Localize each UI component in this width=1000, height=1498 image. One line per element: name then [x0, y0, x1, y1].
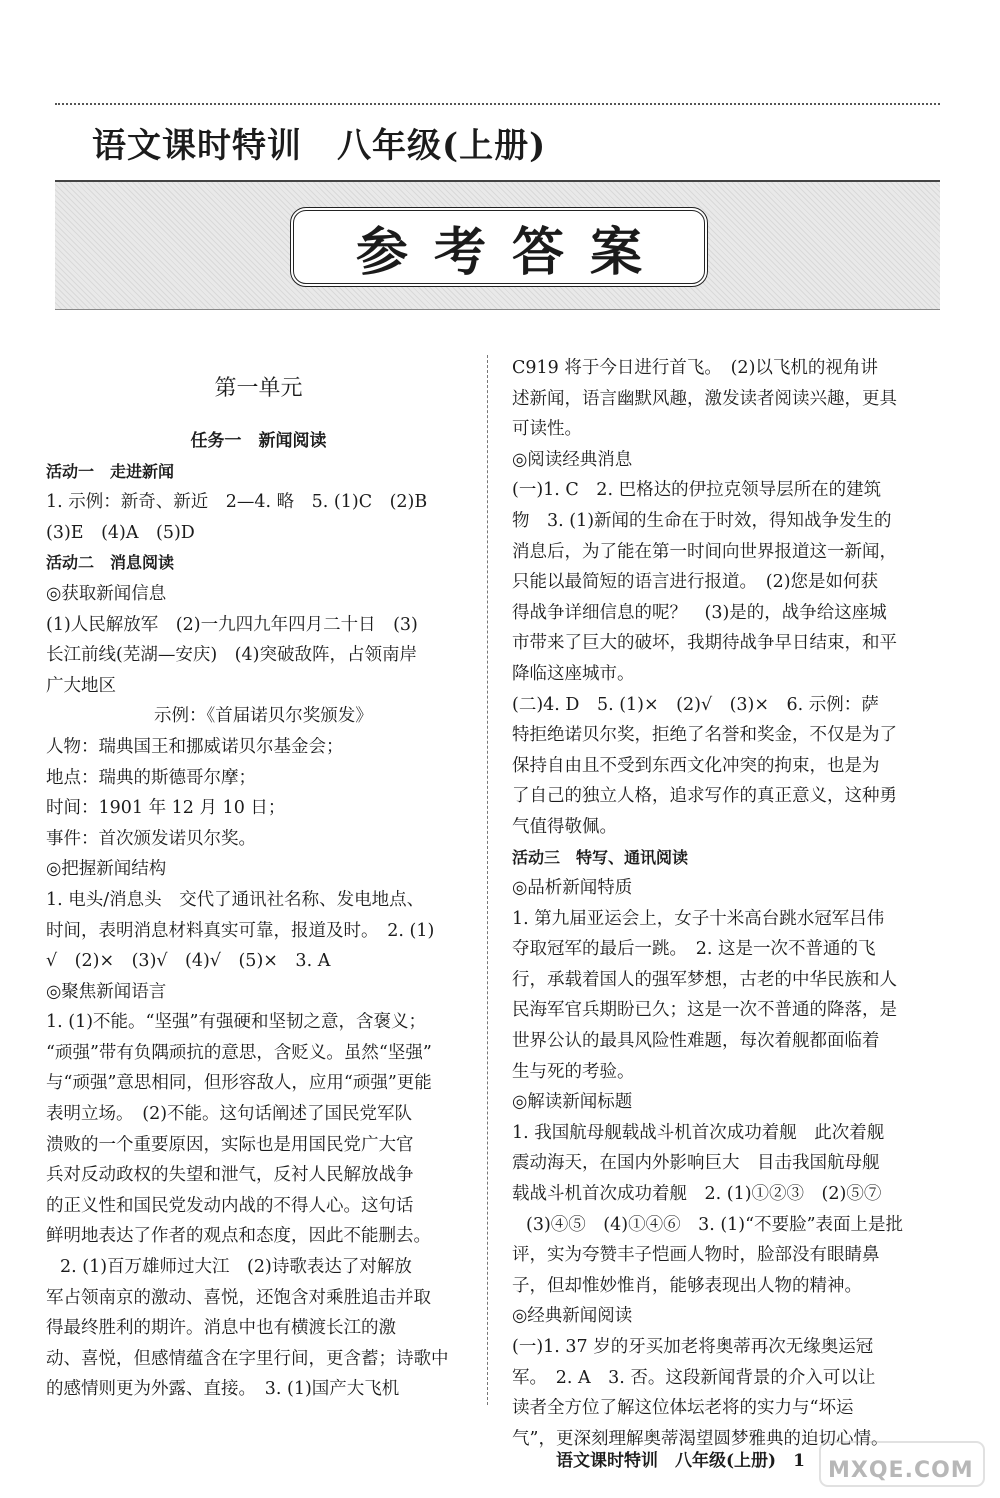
text-line: (3)E (4)A (5)D — [46, 522, 195, 543]
text-line: 子，但却惟妙惟肖，能够表现出人物的精神。 — [512, 1275, 862, 1296]
text-line: 述新闻，语言幽默风趣，激发读者阅读兴趣，更具 — [512, 388, 897, 409]
text-line: 长江前线(芜湖—安庆) (4)突破敌阵，占领南岸 — [46, 645, 417, 666]
text-line: 1. 第九届亚运会上，女子十米高台跳水冠军吕伟 — [512, 908, 885, 929]
text-line: 广大地区 — [46, 675, 116, 696]
activity-heading: 活动一 走进新闻 — [46, 461, 175, 481]
task-heading: 任务一 新闻阅读 — [190, 431, 327, 451]
text-line: 鲜明地表达了作者的观点和态度，因此不能删去。 — [46, 1226, 431, 1247]
text-line: 夺取冠军的最后一跳。 2. 这是一次不普通的飞 — [512, 939, 876, 960]
text-line: 消息后，为了能在第一时间向世界报道这一新闻， — [512, 541, 897, 562]
text-line: 保持自由且不受到东西文化冲突的拘束，也是为 — [512, 755, 880, 776]
top-dotted-rule — [55, 103, 940, 105]
section-heading: ◎经典新闻阅读 — [512, 1306, 633, 1327]
text-line: (3)④⑤ (4)①④⑥ 3. (1)“不要脸”表面上是批 — [526, 1214, 904, 1235]
unit-heading: 第一单元 — [214, 376, 303, 401]
section-heading: ◎解读新闻标题 — [512, 1092, 633, 1113]
watermark-text: MXQE.COM — [828, 1458, 974, 1483]
text-line: 时间，表明消息材料真实可靠，报道及时。 2. (1) — [46, 920, 435, 941]
right-column — [512, 353, 932, 1454]
text-line: 特拒绝诺贝尔奖，拒绝了名誉和奖金，不仅是为了 — [512, 725, 897, 746]
activity-heading: 活动二 消息阅读 — [46, 553, 175, 573]
text-line: (一)1. 37 岁的牙买加老将奥蒂再次无缘奥运冠 — [512, 1337, 874, 1357]
answer-title-frame — [290, 207, 708, 287]
section-heading: ◎聚焦新闻语言 — [46, 981, 167, 1002]
text-line: 1. 我国航母舰载战斗机首次成功着舰 此次着舰 — [512, 1122, 885, 1143]
text-line: 得战争详细信息的呢？ (3)是的，战争给这座城 — [512, 602, 887, 623]
text-line: 2. (1)百万雄师过大江 (2)诗歌表达了对解放 — [60, 1257, 412, 1278]
text-line: “顽强”带有负隅顽抗的意思，含贬义。虽然“坚强” — [46, 1042, 432, 1063]
text-line: 读者全方位了解这位体坛老将的实力与“坏运 — [512, 1398, 854, 1419]
text-line: √ (2)× (3)√ (4)√ (5)× 3. A — [46, 951, 331, 972]
text-line: 降临这座城市。 — [512, 663, 635, 684]
text-line: 人物：瑞典国王和挪威诺贝尔基金会； — [46, 736, 344, 757]
text-line: 了自己的独立人格，追求写作的真正意义，这种勇 — [512, 786, 897, 807]
text-line: 评，实为夸赞丰子恺画人物时，脸部没有眼睛鼻 — [512, 1245, 880, 1266]
text-line: (1)人民解放军 (2)一九四九年四月二十日 (3) — [46, 614, 418, 635]
answer-title: 参考答案 — [355, 222, 668, 283]
section-heading: ◎获取新闻信息 — [46, 583, 167, 604]
running-footer: 语文课时特训 八年级(上册) 1 — [556, 1451, 805, 1471]
text-line: 得最终胜利的期许。消息中也有横渡长江的激 — [46, 1318, 396, 1339]
text-line: 载战斗机首次成功着舰 2. (1)①②③ (2)⑤⑦ — [512, 1184, 882, 1205]
left-column — [46, 352, 471, 1405]
text-line: 生与死的考验。 — [512, 1061, 635, 1082]
text-line: 溃败的一个重要原因，实际也是用国民党广大官 — [46, 1134, 414, 1155]
text-line: C919 将于今日进行首飞。 (2)以飞机的视角讲 — [512, 358, 878, 378]
text-line: 与“顽强”意思相同，但形容敌人，应用“顽强”更能 — [46, 1073, 432, 1094]
section-heading: ◎把握新闻结构 — [46, 859, 167, 880]
text-line: 世界公认的最具风险性难题，每次着舰都面临着 — [512, 1031, 880, 1052]
text-line: 动、喜悦，但感情蕴含在字里行间，更含蓄；诗歌中 — [46, 1348, 449, 1369]
text-line: 气值得敬佩。 — [512, 816, 617, 837]
text-line: 1. (1)不能。“坚强”有强硬和坚韧之意，含褒义； — [46, 1012, 426, 1033]
text-line: 市带来了巨大的破坏，我期待战争早日结束，和平 — [512, 633, 897, 654]
section-heading: ◎品析新闻特质 — [512, 878, 633, 899]
text-line: 物 3. (1)新闻的生命在于时效，得知战争发生的 — [512, 510, 892, 531]
text-line: 气”，更深刻理解奥蒂渴望圆梦雅典的迫切心情。 — [512, 1428, 889, 1449]
text-line: 地点：瑞典的斯德哥尔摩； — [46, 767, 256, 788]
section-heading: ◎阅读经典消息 — [512, 449, 633, 470]
text-line: (一)1. C 2. 巴格达的伊拉克领导层所在的建筑 — [512, 480, 882, 501]
text-line: 军占领南京的激动、喜悦，还饱含对乘胜追击并取 — [46, 1287, 431, 1308]
text-line: (二)4. D 5. (1)× (2)√ (3)× 6. 示例：萨 — [512, 694, 879, 715]
text-line: 行，承载着国人的强军梦想，古老的中华民族和人 — [512, 969, 897, 990]
text-line: 1. 电头/消息头 交代了通讯社名称、发电地点、 — [46, 889, 425, 910]
text-line: 可读性。 — [512, 419, 582, 440]
example-title: 示例：《首届诺贝尔奖颁发》 — [154, 706, 373, 727]
column-divider — [487, 355, 488, 1405]
text-line: 事件：首次颁发诺贝尔奖。 — [46, 828, 256, 849]
text-line: 震动海天，在国内外影响巨大 目击我国航母舰 — [512, 1153, 880, 1174]
text-line: 时间：1901 年 12 月 10 日； — [46, 798, 286, 819]
book-title: 语文课时特训 八年级(上册) — [92, 126, 547, 166]
text-line: 的感情则更为外露、直接。 3. (1)国产大飞机 — [46, 1379, 400, 1400]
text-line: 的正义性和国民党发动内战的不得人心。这句话 — [46, 1195, 414, 1216]
text-line: 民海军官兵期盼已久；这是一次不普通的降落，是 — [512, 1000, 897, 1021]
text-line: 军。 2. A 3. 否。这段新闻背景的介入可以让 — [512, 1367, 876, 1388]
text-line: 只能以最简短的语言进行报道。 (2)您是如何获 — [512, 572, 879, 593]
text-line: 表明立场。 (2)不能。这句话阐述了国民党军队 — [46, 1104, 413, 1125]
text-line: 兵对反动政权的失望和泄气，反衬人民解放战争 — [46, 1165, 414, 1186]
text-line: 1. 示例：新奇、新近 2—4. 略 5. (1)C (2)B — [46, 492, 428, 513]
activity-heading: 活动三 特写、通讯阅读 — [512, 847, 689, 867]
